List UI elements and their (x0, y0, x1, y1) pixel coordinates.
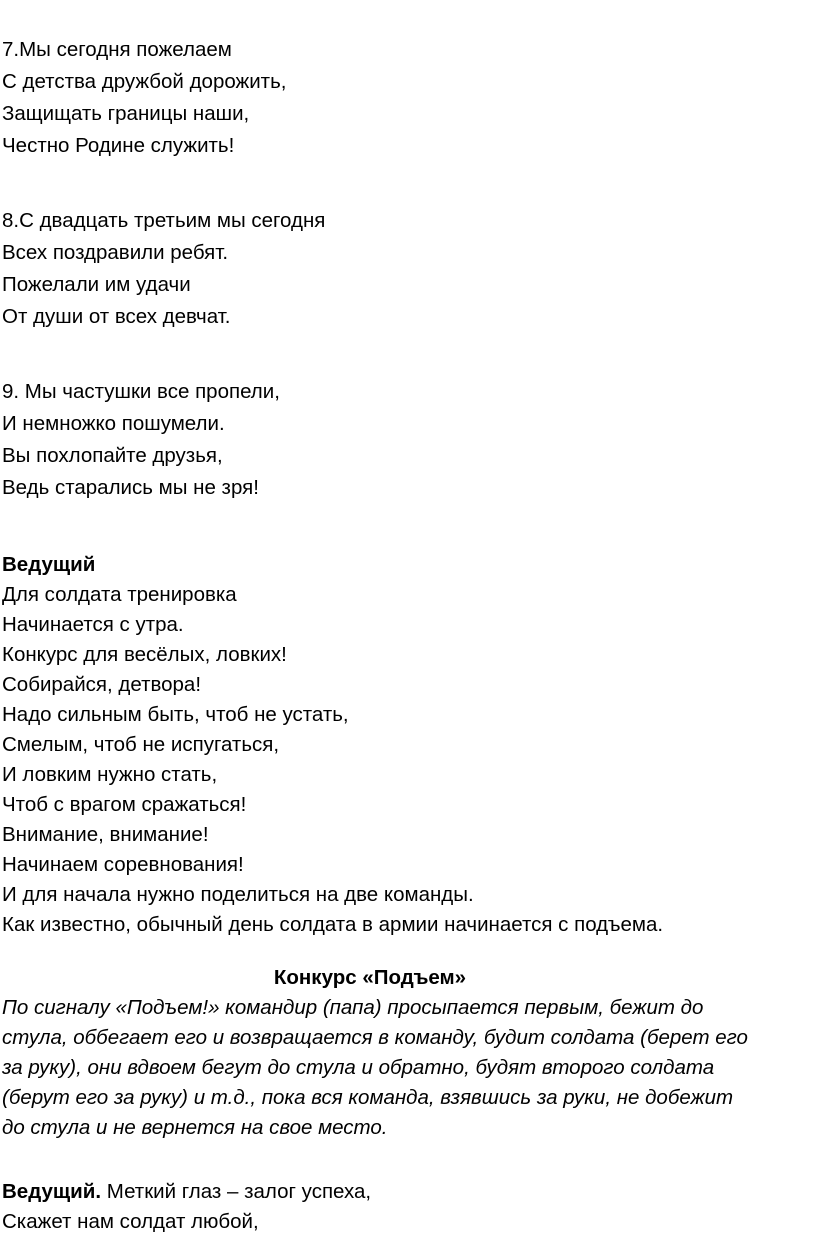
contest-description (2, 993, 812, 1143)
speaker-heading: Ведущий. (2, 1180, 102, 1203)
host-speech (2, 550, 812, 940)
verse-line: Ведь старались мы не зря! (2, 476, 259, 499)
speech-line: И для начала нужно поделиться на две команды. (2, 883, 474, 906)
speech-line: Начинается с утра. (2, 613, 184, 636)
speech-line: И ловким нужно стать, (2, 763, 218, 786)
speech-line: Собирайся, детвора! (2, 673, 202, 696)
verse-7 (2, 34, 812, 162)
host-speech-2 (2, 1177, 812, 1237)
speech-line: Чтоб с врагом сражаться! (2, 793, 247, 816)
speech-line: Внимание, внимание! (2, 823, 209, 846)
speech-line: Для солдата тренировка (2, 583, 237, 606)
verse-9 (2, 376, 812, 504)
description-line: (берут его за руку) и т.д., пока вся команда, взявшись за руки, не добежит (2, 1086, 734, 1109)
verse-line: Защищать границы наши, (2, 102, 250, 125)
verse-line: Пожелали им удачи (2, 273, 191, 296)
speech-line: Конкурс для весёлых, ловких! (2, 643, 287, 666)
contest-title: Конкурс «Подъем» (273, 966, 467, 989)
description-line: стула, оббегает его и возвращается в команду, будит солдата (берет его (2, 1026, 748, 1049)
verse-line: 7.Мы сегодня пожелаем (2, 38, 232, 61)
verse-line: Честно Родине служить! (2, 134, 235, 157)
description-line: По сигналу «Подъем!» командир (папа) просыпается первым, бежит до (2, 996, 704, 1019)
description-line: за руку), они вдвоем бегут до стула и обратно, будят второго солдата (2, 1056, 715, 1079)
speech-text: Меткий глаз – залог успеха, (101, 1180, 372, 1203)
verse-line: 9. Мы частушки все пропели, (2, 380, 280, 403)
speech-line: Смелым, чтоб не испугаться, (2, 733, 280, 756)
speech-line: Начинаем соревнования! (2, 853, 244, 876)
verse-line: Вы похлопайте друзья, (2, 444, 223, 467)
speech-line-first (2, 1177, 812, 1207)
verse-line: С детства дружбой дорожить, (2, 70, 287, 93)
speech-line: Скажет нам солдат любой, (2, 1210, 259, 1233)
speech-line: Как известно, обычный день солдата в армии начинается с подъема. (2, 913, 664, 936)
verse-line: Всех поздравили ребят. (2, 241, 229, 264)
speaker-heading: Ведущий (2, 553, 96, 576)
verse-line: И немножко пошумели. (2, 412, 225, 435)
verse-8 (2, 205, 812, 333)
verse-line: 8.С двадцать третьим мы сегодня (2, 209, 326, 232)
speech-line: Надо сильным быть, чтоб не устать, (2, 703, 349, 726)
description-line: до стула и не вернется на свое место. (2, 1116, 388, 1139)
verse-line: От души от всех девчат. (2, 305, 231, 328)
